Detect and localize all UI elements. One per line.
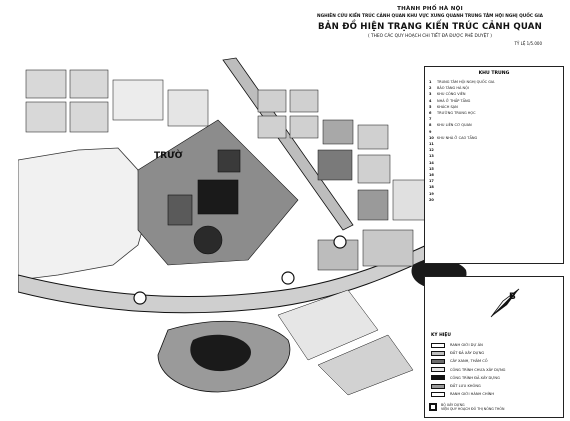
legend-item: [429, 110, 563, 116]
key-heading: KÝ HIỆU: [431, 333, 451, 338]
roundabout-east: [334, 236, 346, 248]
legend-item: [429, 135, 563, 141]
key-row: [431, 349, 559, 357]
institute-ministry: BỘ XÂY DỰNG: [441, 403, 465, 407]
legend-item-number: 19: [429, 191, 434, 196]
legend-heading: KHU TRUNG: [478, 71, 510, 76]
legend-item-number: 6: [429, 111, 432, 116]
legend-item: [429, 197, 563, 203]
north-letter: B: [509, 292, 516, 302]
map-subtitle: ( THEO CÁC QUY HOẠCH CHI TIẾT ĐÃ ĐƯỢC PHÊ DUYỆT ): [368, 34, 492, 39]
key-label: ĐẤT LƯU KHÔNG: [450, 384, 481, 389]
legend-item-label: BẢO TÀNG HÀ NỘI: [437, 86, 469, 91]
key-panel: [424, 276, 564, 418]
key-label: ĐẤT ĐÃ XÂY DỰNG: [450, 351, 485, 356]
legend-item-label: NHÀ Ở THẤP TẦNG: [437, 98, 471, 103]
key-row: [431, 390, 559, 398]
legend-item-label: KHU LIÊN CƠ QUAN: [437, 123, 472, 128]
legend-panel: [424, 66, 564, 264]
legend-list: [425, 79, 563, 203]
legend-item-number: 15: [429, 166, 434, 171]
legend-item-number: 3: [429, 92, 432, 97]
key-row: [431, 357, 559, 365]
key-row: [431, 341, 559, 349]
legend-item-number: 5: [429, 104, 432, 109]
key-swatch: [431, 375, 445, 380]
legend-item-number: 9: [429, 129, 432, 134]
city-name: THÀNH PHỐ HÀ NỘI: [397, 6, 463, 12]
key-label: CÔNG TRÌNH CHƯA XÂY DỰNG: [450, 367, 506, 372]
key-row: [431, 366, 559, 374]
key-swatch: [431, 351, 445, 356]
institute-logo-icon: [429, 403, 437, 411]
legend-item-number: 4: [429, 98, 432, 103]
western-open-land: [18, 148, 148, 280]
map-scale: TỶ LỆ 1/5.000: [514, 41, 542, 46]
key-swatch: [431, 392, 445, 397]
northwest-grid: [26, 70, 208, 132]
roundabout-west: [134, 292, 146, 304]
key-swatch: [431, 367, 445, 372]
legend-item-number: 17: [429, 179, 434, 184]
legend-item-label: KHU NHÀ Ở CAO TẦNG: [437, 135, 478, 140]
legend-item-number: 14: [429, 160, 434, 165]
legend-item-number: 7: [429, 117, 432, 122]
legend-item-number: 8: [429, 123, 432, 128]
key-label: RANH GIỚI DỰ ÁN: [450, 343, 483, 348]
title-block: [300, 6, 560, 46]
key-label: CÔNG TRÌNH ĐÃ XÂY DỰNG: [450, 375, 500, 380]
map-place-label: TRƯỜ: [154, 151, 183, 161]
legend-item-number: 20: [429, 197, 434, 202]
key-swatch: [431, 343, 445, 348]
map-title: BẢN ĐỒ HIỆN TRẠNG KIẾN TRÚC CẢNH QUAN: [318, 22, 542, 32]
north-arrow-icon: [485, 283, 525, 323]
institute-block: [429, 403, 559, 412]
legend-item-number: 2: [429, 86, 432, 91]
legend-item-label: TRƯỜNG TRUNG HỌC: [437, 111, 476, 116]
legend-item-number: 16: [429, 173, 434, 178]
legend-item-label: KHU CÔNG VIÊN: [437, 92, 466, 97]
key-swatch: [431, 359, 445, 364]
institute-name: VIỆN QUY HOẠCH ĐÔ THỊ NÔNG THÔN: [441, 407, 505, 412]
central-district: [138, 120, 298, 265]
key-swatch: [431, 384, 445, 389]
legend-item-number: 1: [429, 80, 432, 84]
legend-item-number: 18: [429, 185, 434, 190]
legend-item-label: TRUNG TÂM HỘI NGHỊ QUỐC GIA: [437, 80, 495, 84]
legend-item-number: 10: [429, 135, 434, 140]
legend-item-label: KHÁCH SẠN: [437, 104, 458, 109]
key-row: [431, 382, 559, 390]
project-name: NGHIÊN CỨU KIẾN TRÚC CẢNH QUAN KHU VỰC XUNG QUANH TRUNG TÂM HỘI NGHỊ QUỐC GIA: [316, 14, 544, 19]
key-label: CÂY XANH, THẢM CỎ: [450, 359, 488, 364]
roundabout-center: [282, 272, 294, 284]
key-list: [431, 341, 559, 398]
legend-item: [429, 122, 563, 128]
key-row: [431, 374, 559, 382]
key-label: RANH GIỚI HÀNH CHÍNH: [450, 392, 495, 397]
legend-item-number: 12: [429, 148, 434, 153]
legend-item-number: 13: [429, 154, 434, 159]
southeast-parcels: [278, 290, 413, 395]
legend-item-number: 11: [429, 142, 434, 147]
